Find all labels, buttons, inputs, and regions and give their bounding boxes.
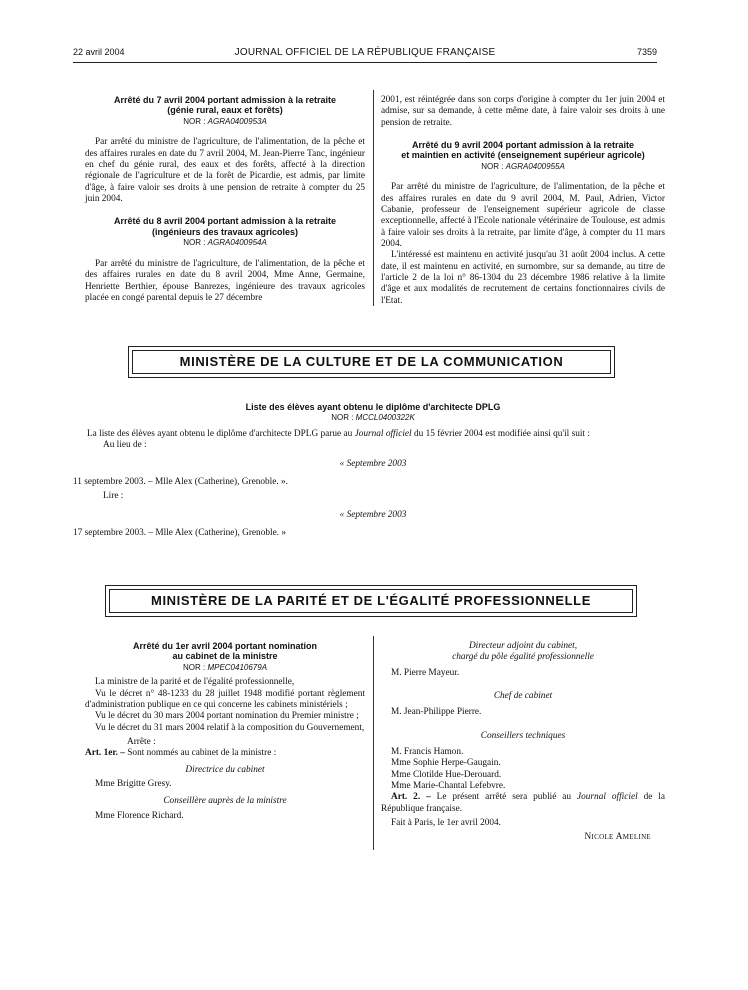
visa-paragraph: Vu le décret n° 48-1233 du 28 juillet 1948 modifié portant règlement d'administration publique en ce qui concerne les cabinets ministériels ; <box>85 688 365 711</box>
lire-label: Lire : <box>103 491 124 502</box>
left-column-top <box>85 95 365 304</box>
column-divider <box>373 636 374 850</box>
arrete-title-line: Arrêté du 1er avril 2004 portant nomination <box>132 641 318 651</box>
arrete-title-line: au cabinet de la ministre <box>172 651 278 662</box>
nor-reference: NOR : MCCL0400322K <box>331 413 415 423</box>
culture-intro: La liste des élèves ayant obtenu le diplôme d'architecte DPLG parue au Journal officiel du 15 février 2004 est modifiée ainsi qu'il suit : <box>87 429 590 440</box>
ministry-banner <box>128 346 615 378</box>
arrete-title <box>85 95 365 116</box>
ministry-title: MINISTÈRE DE LA PARITÉ ET DE L'ÉGALITÉ PROFESSIONNELLE <box>151 593 591 609</box>
header-rule <box>73 62 657 63</box>
appointee-name: Mme Marie-Chantal Lefebvre. <box>391 780 506 791</box>
article-2: Art. 2. – Le présent arrêté sera publié au Journal officiel de la République française. <box>381 792 666 814</box>
arrete-title-line: (ingénieurs des travaux agricoles) <box>151 226 299 237</box>
journal-title: JOURNAL OFFICIEL DE LA RÉPUBLIQUE FRANÇAISE <box>234 47 496 58</box>
september-heading: « Septembre 2003 <box>339 509 407 520</box>
arrete-body: Par arrêté du ministre de l'agriculture, de l'alimentation, de la pêche et des affaires rurales en date du 7 avril 2004, M. Jean-Pierre Tanc, ingénieur en chef du génie rural, des eaux et des forêts, affecté à la direction régionale de l'agriculture et de la forêt de Picardie, est admis, par limite d'âge, à faire valoir ses droits à une pension de retraite à compter du 25 juin 2004. <box>85 137 365 205</box>
right-column-top <box>381 95 665 307</box>
header-date: 22 avril 2004 <box>73 47 125 57</box>
culture-section <box>73 402 673 539</box>
arrete-body: Par arrêté du ministre de l'agriculture, de l'alimentation, de la pêche et des affaires rurales en date du 8 avril 2004, Mme Anne, Germaine, Henriette Berthier, épouse Banrezes, ingénieure des travaux agricoles placée en congé parental depuis le 27 décembre <box>85 258 365 303</box>
article-1: Art. 1er. – Sont nommés au cabinet de la ministre : <box>85 748 277 759</box>
nor-reference: NOR : AGRA0400955A <box>481 161 565 171</box>
role-title: Chef de cabinet <box>493 690 553 701</box>
visa-paragraph: Vu le décret du 30 mars 2004 portant nomination du Premier ministre ; <box>95 711 359 722</box>
ministry-title: MINISTÈRE DE LA CULTURE ET DE LA COMMUNICATION <box>179 354 564 370</box>
arrete-title-line: Arrêté du 9 avril 2004 portant admission à la retraite <box>411 139 635 150</box>
role-title: Directeur adjoint du cabinet, chargé du pôle égalité professionnelle <box>452 641 594 663</box>
arrete-body: L'intéressé est maintenu en activité jusqu'au 31 août 2004 inclus. A cette date, il est maintenu en activité, en surnombre, sur sa demande, au titre de l'article 2 de la loi n° 86-1304 du 23 décembre 1986 relative à la limite d'âge et aux modalités de recrutement de certains fonctionnaires civils de l'Etat. <box>381 250 665 306</box>
fait-a-paris: Fait à Paris, le 1er avril 2004. <box>391 817 501 828</box>
arrete-title-line: et maintien en activité (enseignement supérieur agricole) <box>401 150 645 161</box>
arrete-title-line: (génie rural, eaux et forêts) <box>167 105 283 116</box>
arrete-label: Arrête : <box>127 737 156 748</box>
arrete-body: Par arrêté du ministre de l'agriculture, de l'alimentation, de la pêche et des affaires rurales en date du 9 avril 2004, M. Paul, Adrien, Victor Cabanie, professeur de l'enseignement supérieur agricole de classe exceptionnelle, affecté à l'Ecole nationale vétérinaire de Toulouse, est admis à faire valoir ses droits à la retraite, par limite d'âge, à compter du 11 mars 2004. <box>381 182 665 250</box>
appointee-name: M. Jean-Philippe Pierre. <box>391 707 482 718</box>
appointee-name: Mme Sophie Herpe-Gaugain. <box>391 758 501 769</box>
appointee-name: M. Pierre Mayeur. <box>391 667 460 678</box>
nor-reference: NOR : AGRA0400953A <box>183 116 267 126</box>
ministry-banner <box>105 585 637 617</box>
appointee-name: Mme Brigitte Gresy. <box>95 779 172 790</box>
liste-title: Liste des élèves ayant obtenu le diplôme d'architecte DPLG <box>245 402 501 412</box>
signature: Nicole Ameline <box>584 832 651 843</box>
september-heading: « Septembre 2003 <box>339 458 407 469</box>
arrete-body-continued: 2001, est réintégrée dans son corps d'origine à compter du 1er juin 2004 et admise, sur sa demande, à cette même date, à faire valoir ses droits à une pension de retraite. <box>381 95 665 128</box>
list-entry: 17 septembre 2003. – Mlle Alex (Catherine), Grenoble. » <box>73 528 286 539</box>
nor-reference: NOR : AGRA0400954A <box>183 238 267 248</box>
list-entry: 11 septembre 2003. – Mlle Alex (Catherine), Grenoble. ». <box>73 477 288 488</box>
technical-advisers-list <box>381 747 665 792</box>
parite-left-column <box>85 641 365 822</box>
visa-paragraph: Vu le décret du 31 mars 2004 relatif à la composition du Gouvernement, <box>95 722 365 733</box>
arrete-title-line: Arrêté du 7 avril 2004 portant admission à la retraite <box>113 95 337 105</box>
appointee-name: Mme Florence Richard. <box>95 810 184 821</box>
au-lieu-de: Au lieu de : <box>103 440 147 451</box>
nor-reference: NOR : MPEC0410679A <box>182 662 268 672</box>
appointee-name: M. Francis Hamon. <box>391 746 464 757</box>
visa-paragraph: La ministre de la parité et de l'égalité professionnelle, <box>95 677 295 688</box>
page-number: 7359 <box>636 47 657 57</box>
role-title: Conseillers techniques <box>480 730 566 741</box>
arrete-title <box>85 641 365 662</box>
arrete-title-line: Arrêté du 8 avril 2004 portant admission à la retraite <box>113 216 337 227</box>
page-header <box>73 47 657 61</box>
role-title: Conseillère auprès de la ministre <box>163 796 287 807</box>
arrete-title <box>381 140 665 161</box>
parite-right-column <box>381 641 665 844</box>
role-title: Directrice du cabinet <box>185 764 265 775</box>
arrete-title <box>85 216 365 237</box>
appointee-name: Mme Clotilde Hue-Derouard. <box>391 769 502 780</box>
column-divider <box>373 90 374 306</box>
